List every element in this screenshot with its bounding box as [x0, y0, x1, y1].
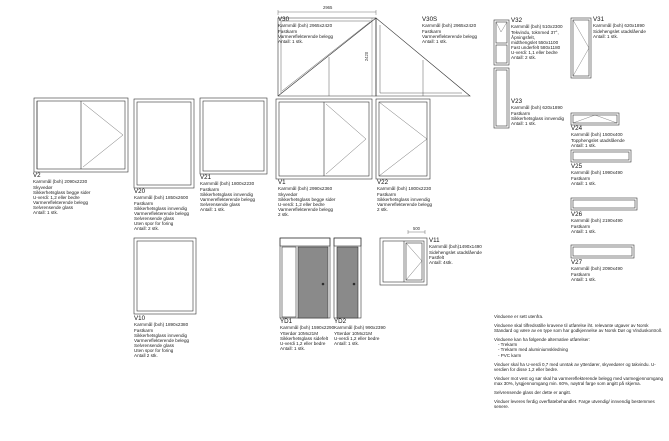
v31-line: Sidehengslet utadslående — [593, 28, 646, 34]
v30-line: Antall: 1 stk. — [278, 38, 304, 44]
v20-line: Uten spor for foring — [134, 220, 174, 226]
v2-line: U-verdi: 1,2 eller bedre — [33, 194, 80, 200]
note-orientation: Vinduene er sett utenfra. — [494, 314, 544, 319]
v32-code: V32 — [511, 17, 523, 24]
v23-line: Antall: 1 stk. — [511, 120, 537, 126]
v1-label — [278, 180, 335, 217]
yd2-line: Antall: 1 stk. — [334, 340, 360, 346]
v1-line: Skyvedør — [278, 191, 298, 197]
v10-line: Antall 2 stk. — [134, 352, 158, 358]
v30-line: Fastkarm — [278, 28, 298, 34]
v24-label — [571, 126, 625, 148]
v32-label — [511, 18, 563, 60]
v30-line: Karmmål (bxh) 2965x2420 — [278, 23, 333, 29]
v22-line: Sikkerhetsglass innvendig — [377, 196, 431, 202]
v23-line: Sikkerhetsglass innvendig — [511, 115, 565, 121]
v11-line: Fastfelt — [429, 254, 445, 260]
yd1-code: YD1 — [280, 318, 293, 325]
v10-elevation — [134, 238, 196, 314]
v24-elevation — [571, 113, 619, 125]
yd2-line: Karmmål (bxh) 990x2390 — [334, 325, 386, 331]
v24-code: V24 — [571, 125, 583, 132]
v27-label — [571, 260, 623, 282]
note-standards: Vinduene skal tilfredsstille kravene til utførelse iht. relevante utgaver av Norsk Standard og være av en type som har godkjennelse av Norsk Dør og Vinduskontroll. — [494, 323, 663, 334]
v21-line: Fastkarm — [200, 186, 220, 192]
note-alternatives-intro: Vinduene kan ha følgende alternative utførelser: — [494, 337, 590, 343]
v20-code: V20 — [134, 188, 146, 195]
v1-line: 2 stk. — [278, 211, 289, 217]
yd1-line: Karmmål (bxh) 1590x2290 — [280, 325, 335, 331]
v2-elevation — [34, 98, 128, 172]
v31-line: Karmmål (bxh) 620x1890 — [593, 23, 645, 29]
v11-line: Sidehengslet utadslående — [429, 249, 482, 255]
v26-line: Fastkarm — [571, 223, 591, 229]
v10-line: Sikkerhetsglass innvendig — [134, 332, 188, 338]
v30-line: Varmereflekterende belegg — [278, 33, 334, 39]
v27-code: V27 — [571, 259, 583, 266]
v32-line: Fast underfelt 580x1180 — [511, 44, 561, 50]
v10-line: Varmereflekterende belegg — [134, 337, 190, 343]
v25-line: Karmmål (bxh) 1990x490 — [571, 170, 623, 176]
note-finish: Vinduer leveres ferdig overflatebehandlet. Farge utvendig/ innvendig bestemmes senere. — [494, 399, 655, 410]
v2-line: Selvrensende glass — [33, 204, 74, 210]
v27-line: Antall: 1 stk. — [571, 276, 597, 282]
v32-line: Tekvindu, toknmed 37°, — [511, 29, 559, 35]
v21-line: Antall: 1 stk. — [200, 206, 226, 212]
v2-line: Sikkerhetsglass begge sider — [33, 189, 91, 195]
v2-label — [33, 173, 90, 215]
v10-label — [134, 316, 189, 358]
v23-line: Fastkarm — [511, 110, 531, 116]
v11-label — [429, 238, 482, 265]
v30-width-dimension: 2965 — [323, 5, 333, 10]
v2-line: Skyvedør — [33, 184, 53, 190]
note-alternative-item: - PVC karm — [498, 352, 522, 358]
v21-line: Selvrensende glass — [200, 201, 241, 207]
yd1-line: U-verdi 1,2 eller bedre — [280, 340, 326, 346]
v11-elevation — [380, 230, 427, 285]
v1-line: U-verdi: 1,2 eller bedre — [278, 201, 325, 207]
v30s-code: V30S — [422, 16, 438, 23]
v32-elevation — [494, 20, 509, 65]
v22-elevation — [376, 99, 430, 179]
general-notes — [494, 314, 666, 413]
note-self-cleaning: Selvrensende glass der dette er angitt. — [494, 390, 572, 396]
v20-line: Karmmål (bxh) 1850x2600 — [134, 195, 189, 201]
v26-line: Karmmål (bxh) 2190x490 — [571, 218, 623, 224]
note-u-value: Vinduer skal ha U-verdi 0,7 med unntak av ytterdører, skyvedører og takvindu. U-verdien for disse 1,2 eller bedre. — [494, 361, 656, 372]
v2-code: V2 — [33, 172, 41, 179]
v11-line: Karmmål (bxh)1490x1490 — [429, 244, 482, 250]
v24-line: Karmmål (bxh) 1500x400 — [571, 132, 623, 138]
yd1-line: Antall: 1 stk. — [280, 345, 306, 351]
v31-label — [593, 17, 646, 39]
v30-height-dimension: 2420 — [364, 51, 370, 62]
v26-elevation — [571, 198, 637, 210]
v20-line: Fastkarm — [134, 200, 154, 206]
v22-label — [377, 180, 432, 212]
note-coating: Vinduer mot vest og sør skal ha varmereflekterende belegg med varmegjennomgang max 30%, lysgjennomgang min. 60%, nøytral farge som angitt på skjema. — [494, 375, 664, 386]
yd2-code: YD2 — [334, 318, 347, 325]
v2-line: Varmereflekterende belegg — [33, 199, 89, 205]
v21-line: Sikkerhetsglass innvendig — [200, 191, 254, 197]
v27-elevation — [571, 245, 634, 258]
yd2-elevation — [334, 238, 361, 318]
v21-code: V21 — [200, 174, 212, 181]
v2-line: Karmmål (bxh) 2090x2230 — [33, 179, 88, 185]
v1-line: Karmmål (bxh) 2990x2360 — [278, 186, 333, 192]
yd1-elevation — [280, 238, 330, 318]
v23-label — [511, 99, 564, 126]
v2-line: Antall: 1 stk. — [33, 209, 59, 215]
v20-line: Selvrensende glass — [134, 215, 175, 221]
v10-line: Fastkarm — [134, 327, 154, 333]
v21-label — [200, 175, 255, 212]
v31-elevation — [571, 18, 591, 78]
v32-line: Karmmål (bxh) 510x2300 — [511, 24, 563, 30]
v31-line: Antall: 1 stk. — [593, 33, 619, 39]
v32-line: midthengslet 550x1100 — [511, 39, 559, 45]
v21-elevation — [200, 98, 267, 174]
v24-line: Topphengslet utadslående — [571, 137, 625, 143]
v1-line: Varmereflekterende belegg — [278, 206, 334, 212]
v25-label — [571, 164, 623, 186]
v21-line: Varmereflekterende belegg — [200, 196, 256, 202]
v20-elevation — [134, 99, 194, 188]
v27-line: Fastkarm — [571, 271, 591, 277]
yd1-label — [280, 319, 334, 351]
v22-code: V22 — [377, 179, 389, 186]
v10-line: Uten spor for foring — [134, 347, 174, 353]
v20-line: Sikkerhetsglass innvendig — [134, 205, 188, 211]
v32-line: Åpningsfelt, — [511, 34, 536, 40]
v1-elevation — [276, 99, 372, 179]
v25-elevation — [571, 150, 631, 162]
v25-line: Antall: 1 stk. — [571, 180, 597, 186]
v1-line: Sikkerhetsglass begge sider — [278, 196, 336, 202]
note-alternatives — [494, 337, 666, 357]
v30s-label — [422, 17, 477, 44]
v26-code: V26 — [571, 211, 583, 218]
v22-line: Karmmål (bxh) 1800x2230 — [377, 186, 432, 192]
v11-line: Antall: 4stk. — [429, 259, 453, 265]
v26-line: Antall: 1 stk. — [571, 228, 597, 234]
v10-line: Karmmål (bxh) 1890x2380 — [134, 322, 189, 328]
v30-label — [278, 17, 333, 44]
v11-width-dimension: 500 — [413, 226, 420, 231]
note-alternative-item: - Trekarm med aluminiumskledning — [498, 347, 569, 353]
v30-code: V30 — [278, 16, 290, 23]
v30s-line: Karmmål (bxh) 2965x2420 — [422, 23, 477, 29]
v30s-line: Fastkarm — [422, 28, 442, 34]
v20-label — [134, 189, 189, 231]
v10-line: Selvrensende glass — [134, 342, 175, 348]
v23-line: Karmmål (bxh) 620x1890 — [511, 105, 563, 111]
v21-line: Karmmål (bxh) 1800x2230 — [200, 181, 255, 187]
yd2-line: U-verdi 1,2 eller bedre — [334, 335, 380, 341]
v32-line: U-verdi: 1,1 eller bedre — [511, 49, 558, 55]
v23-code: V23 — [511, 98, 523, 105]
v22-line: 2 stk. — [377, 206, 388, 212]
note-alternative-item: - Trekarm — [498, 342, 518, 348]
v20-line: Antall: 2 stk. — [134, 225, 160, 231]
v22-line: Varmereflekterende belegg — [377, 201, 433, 207]
yd1-line: Sikkerhetsglass sidefelt — [280, 335, 329, 341]
v25-code: V25 — [571, 163, 583, 170]
v22-line: Fastkarm — [377, 191, 397, 197]
yd2-line: Ytterdør 10Mx21M — [334, 330, 373, 336]
v25-line: Fastkarm — [571, 175, 591, 181]
v26-label — [571, 212, 623, 234]
yd1-line: Ytterdør 10Mx21M — [280, 330, 319, 336]
v32-line: Antall: 2 stk. — [511, 54, 537, 60]
v24-line: Antall: 1 stk. — [571, 142, 597, 148]
v30s-line: Varmereflekterende belegg — [422, 33, 478, 39]
v11-code: V11 — [429, 237, 440, 244]
v30s-line: Antall: 1 stk. — [422, 38, 448, 44]
v10-code: V10 — [134, 315, 146, 322]
yd2-label — [334, 319, 386, 346]
v1-code: V1 — [278, 179, 286, 186]
v27-line: Karmmål (bxh) 2090x490 — [571, 266, 623, 272]
v23-elevation — [494, 68, 509, 128]
v20-line: Varmereflekterende belegg — [134, 210, 190, 216]
v31-code: V31 — [593, 16, 605, 23]
